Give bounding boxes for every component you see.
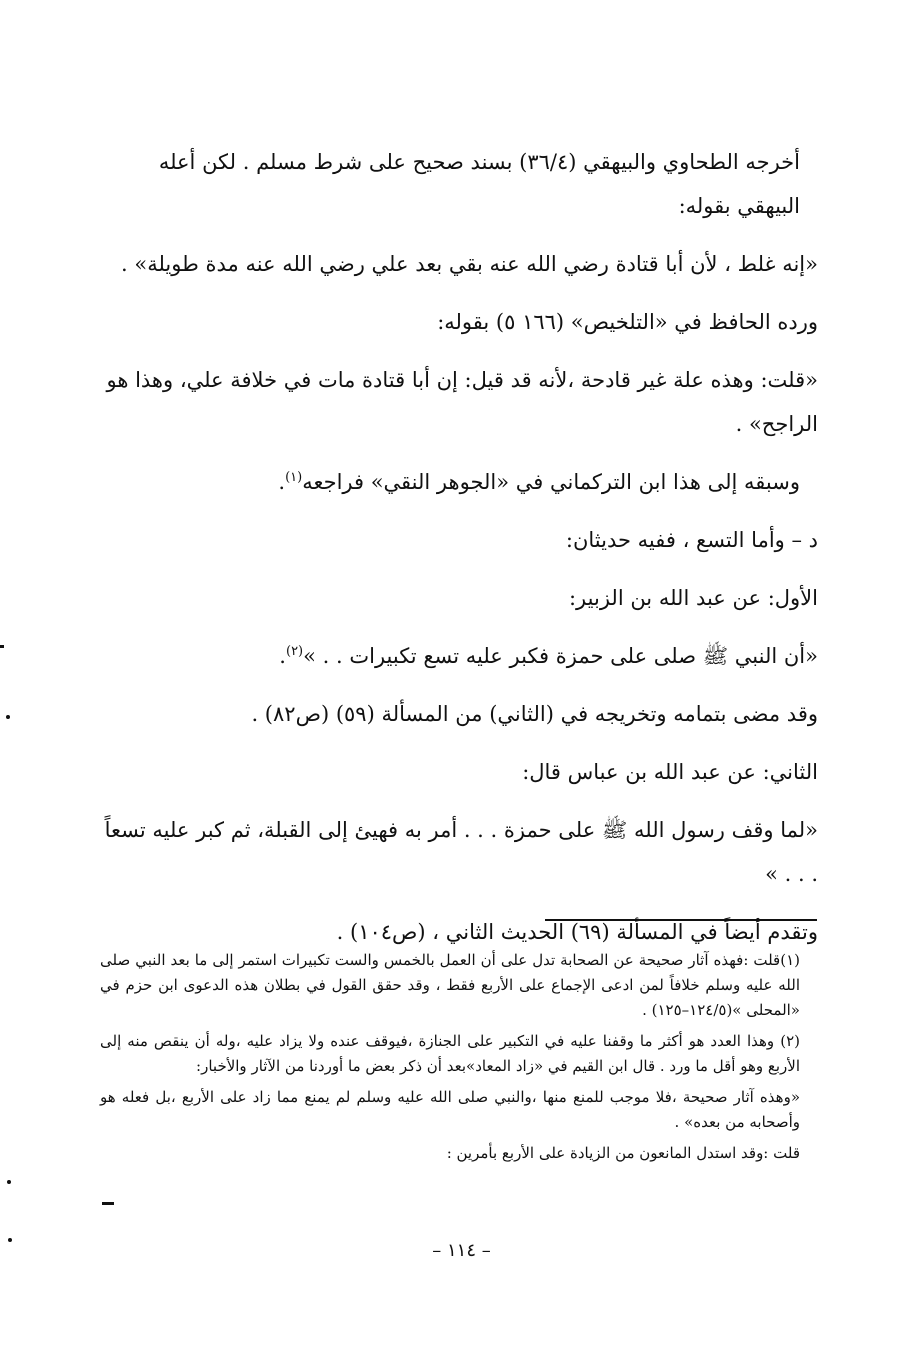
main-text-block bbox=[100, 140, 818, 968]
paragraph-12: وتقدم أيضاً في المسألة (٦٩) الحديث الثاني ، (ص١٠٤) . bbox=[336, 920, 818, 944]
paragraph-8-end: . bbox=[279, 644, 286, 668]
paragraph-1: أخرجه الطحاوي والبيهقي (٣٦/٤) بسند صحيح على شرط مسلم . لكن أعله البيهقي بقوله: bbox=[158, 150, 800, 218]
footnote-ref-1: (١) bbox=[285, 470, 303, 485]
footnote-separator bbox=[545, 919, 817, 921]
paragraph-2: «إنه غلط ، لأن أبا قتادة رضي الله عنه بقي بعد علي رضي الله عنه مدة طويلة» . bbox=[121, 252, 818, 276]
paragraph-11: «لما وقف رسول الله ﷺ على حمزة . . . أمر به فهيئ إلى القبلة، ثم كبر عليه تسعاً . . . » bbox=[104, 818, 818, 886]
footnote-ref-2: (٢) bbox=[285, 644, 304, 659]
scan-speck bbox=[7, 1180, 11, 1184]
footnote-2-quote: «وهذه آثار صحيحة ،فلا موجب للمنع منها ،والنبي صلى الله عليه وسلم لم يمنع مما زاد على الأربع ،بل فعله هو وأصحابه من بعده» . bbox=[100, 1088, 800, 1131]
paragraph-8-text: «أن النبي ﷺ صلى على حمزة فكبر عليه تسع تكبيرات . . » bbox=[303, 644, 818, 668]
scan-speck bbox=[8, 1238, 12, 1242]
footnote-2: (٢) وهذا العدد هو أكثر ما وقفنا عليه في التكبير على الجنازة ،فيوقف عنده ولا يزاد عليه ،وله أن ينقص منه إلى الأربع وهو أقل ما ورد . قال ابن القيم في «زاد المعاد»بعد أن ذكر بعض ما أوردنا من الآثار والأخبار: bbox=[100, 1032, 800, 1075]
paragraph-4: «قلت: وهذه علة غير قادحة ،لأنه قد قيل: إن أبا قتادة مات في خلافة علي، وهذا هو الراجح» . bbox=[106, 368, 818, 436]
footnote-1: (١)قلت :فهذه آثار صحيحة عن الصحابة تدل على أن العمل بالخمس والست تكبيرات استمر إلى ما بعد النبي صلى الله عليه وسلم خلافاً لمن ادعى الإجماع على الأربع فقط ، وقد حقق القول في بطلان هذه الدعوى ابن حزم في «المحلى »(١٢٤/٥–١٢٥) . bbox=[100, 951, 800, 1019]
page-number: – ١١٤ – bbox=[432, 1240, 491, 1261]
paragraph-10: الثاني: عن عبد الله بن عباس قال: bbox=[522, 760, 818, 784]
paragraph-7: الأول: عن عبد الله بن الزبير: bbox=[568, 586, 818, 610]
paragraph-8 bbox=[100, 634, 818, 678]
paragraph-6: د – وأما التسع ، ففيه حديثان: bbox=[565, 528, 818, 552]
scan-speck bbox=[6, 715, 10, 719]
paragraph-3: ورده الحافظ في «التلخيص» (١٦٦ ٥) بقوله: bbox=[437, 310, 818, 334]
paragraph-5 bbox=[100, 460, 818, 504]
scan-speck bbox=[0, 645, 4, 648]
paragraph-9: وقد مضى بتمامه وتخريجه في (الثاني) من المسألة (٥٩) (ص٨٢) . bbox=[251, 702, 818, 726]
footnote-2-note: قلت :وقد استدل المانعون من الزيادة على الأربع بأمرين : bbox=[446, 1144, 800, 1162]
footnotes-block bbox=[100, 948, 818, 1172]
paragraph-5-end: . bbox=[278, 470, 286, 494]
scan-dash bbox=[102, 1202, 114, 1205]
paragraph-5-text: وسبقه إلى هذا ابن التركماني في «الجوهر النقي» فراجعه bbox=[302, 470, 800, 494]
